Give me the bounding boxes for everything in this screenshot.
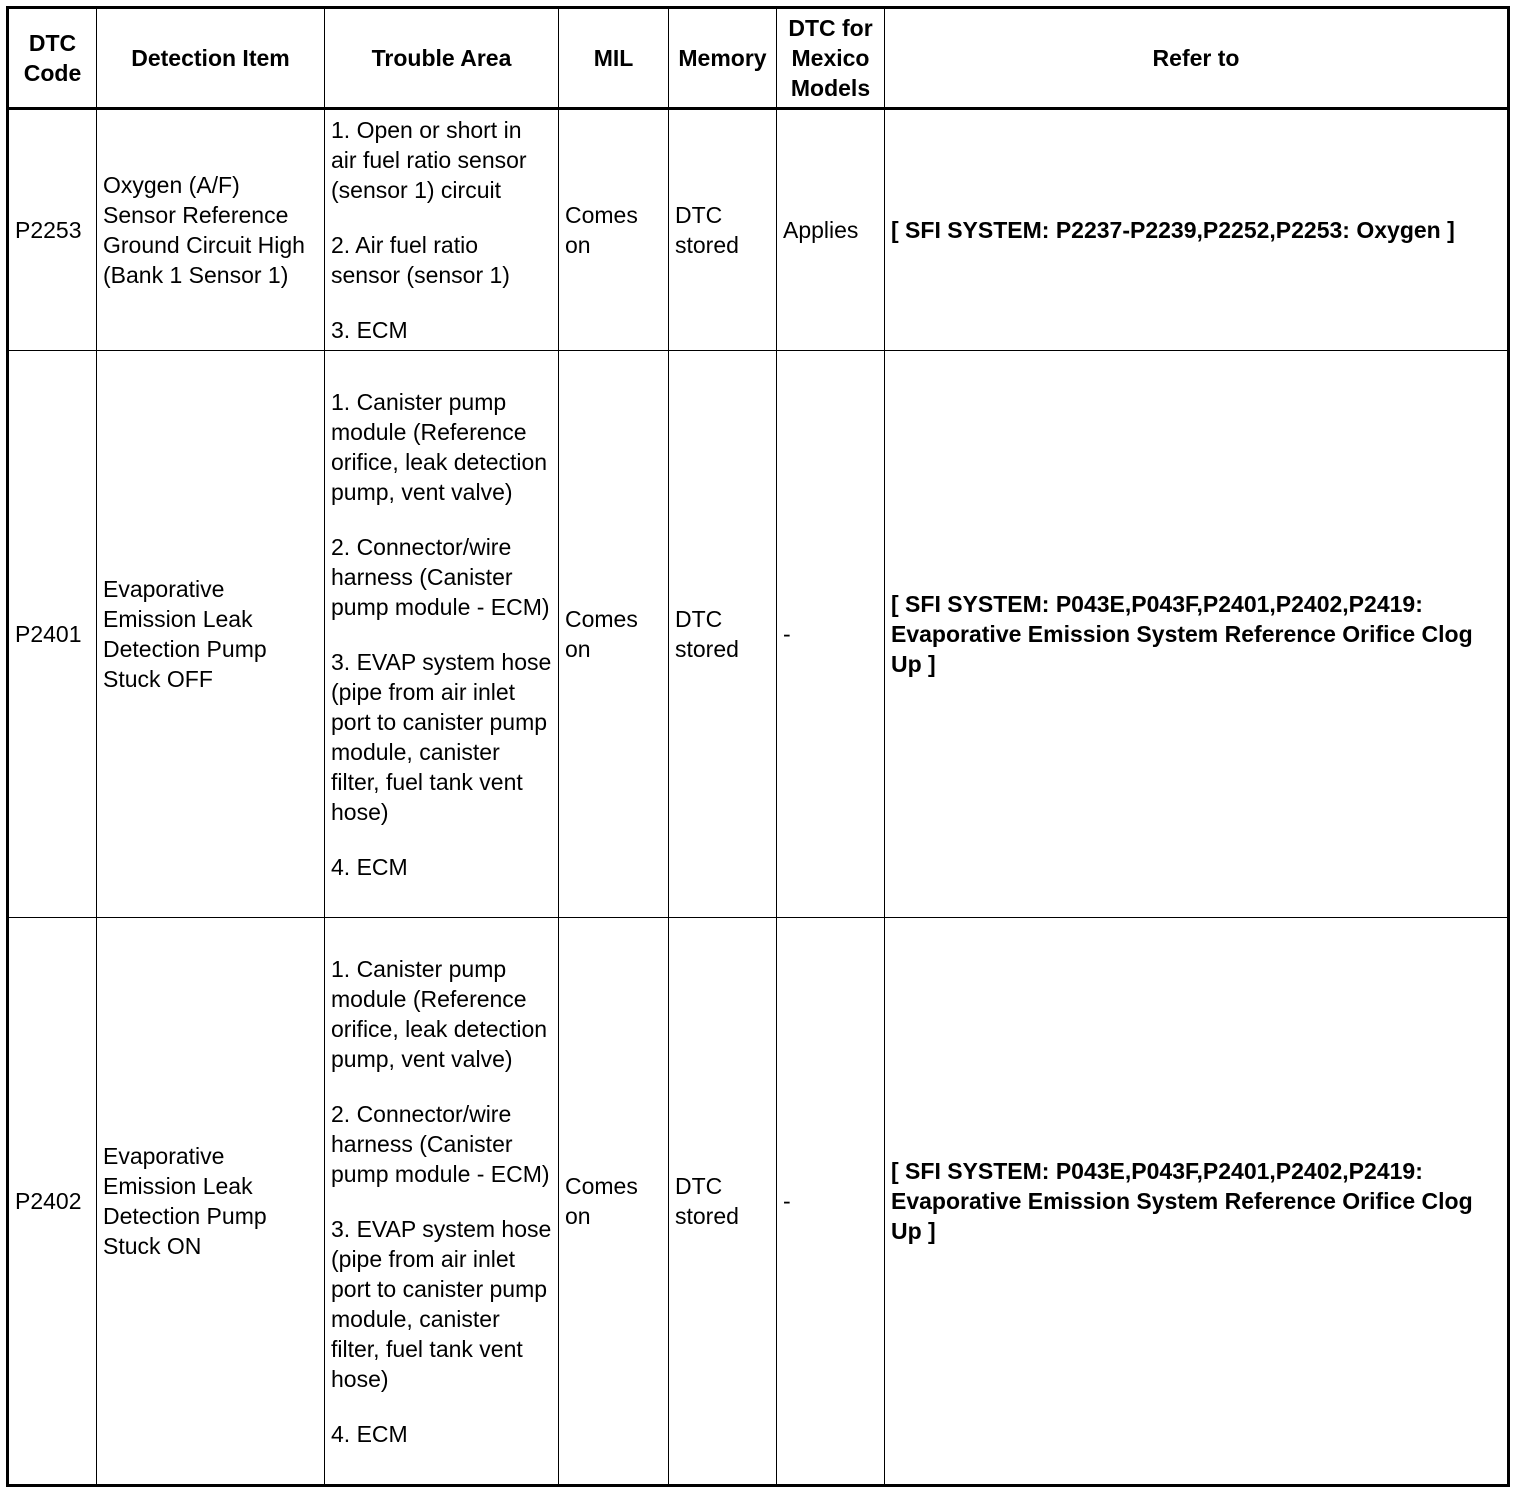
refer-to-link[interactable]: [ SFI SYSTEM: P043E,P043F,P2401,P2402,P2419: Evaporative Emission System Reference Orifice Clog Up ] (885, 918, 1509, 1486)
trouble-area-item: 1. Open or short in air fuel ratio sensor (sensor 1) circuit (331, 117, 527, 203)
detection-item-cell: Evaporative Emission Leak Detection Pump Stuck OFF (97, 351, 325, 918)
mil-cell: Comes on (559, 109, 669, 351)
mil-cell: Comes on (559, 351, 669, 918)
trouble-area-item: 2. Connector/wire harness (Canister pump module - ECM) (331, 533, 550, 620)
trouble-area-item: 3. EVAP system hose (pipe from air inlet port to canister pump module, canister filter, fuel tank vent hose) (331, 648, 552, 825)
header-detection-item: Detection Item (97, 8, 325, 109)
memory-cell: DTC stored (669, 109, 777, 351)
refer-to-link[interactable]: [ SFI SYSTEM: P043E,P043F,P2401,P2402,P2419: Evaporative Emission System Reference Orifice Clog Up ] (885, 351, 1509, 918)
table-row (8, 918, 1509, 1486)
dtc-code-cell: P2401 (8, 351, 97, 918)
dtc-table (6, 6, 1510, 1487)
dtc-code-cell: P2402 (8, 918, 97, 1486)
trouble-area-item: 2. Air fuel ratio sensor (sensor 1) (331, 232, 510, 288)
trouble-area-cell (325, 109, 559, 351)
header-row (8, 8, 1509, 109)
trouble-area-cell (325, 918, 559, 1486)
mexico-cell: - (777, 918, 885, 1486)
trouble-area-item: 3. EVAP system hose (pipe from air inlet port to canister pump module, canister filter, fuel tank vent hose) (331, 1215, 552, 1392)
detection-item-cell: Evaporative Emission Leak Detection Pump Stuck ON (97, 918, 325, 1486)
table-row (8, 109, 1509, 351)
header-trouble-area: Trouble Area (325, 8, 559, 109)
dtc-code-cell: P2253 (8, 109, 97, 351)
trouble-area-cell (325, 351, 559, 918)
trouble-area-item: 1. Canister pump module (Reference orifice, leak detection pump, vent valve) (331, 955, 548, 1072)
mexico-cell: - (777, 351, 885, 918)
trouble-area-item: 1. Canister pump module (Reference orifice, leak detection pump, vent valve) (331, 388, 548, 505)
trouble-area-item: 2. Connector/wire harness (Canister pump module - ECM) (331, 1100, 550, 1187)
trouble-area-item: 4. ECM (331, 1420, 408, 1447)
table-row (8, 351, 1509, 918)
mil-cell: Comes on (559, 918, 669, 1486)
header-refer-to: Refer to (885, 8, 1509, 109)
dtc-table-container (6, 6, 1510, 1487)
header-memory: Memory (669, 8, 777, 109)
mexico-cell: Applies (777, 109, 885, 351)
trouble-area-item: 3. ECM (331, 317, 408, 343)
detection-item-cell: Oxygen (A/F) Sensor Reference Ground Circuit High (Bank 1 Sensor 1) (97, 109, 325, 351)
header-dtc-mexico: DTC for Mexico Models (777, 8, 885, 109)
header-mil: MIL (559, 8, 669, 109)
refer-to-link[interactable]: [ SFI SYSTEM: P2237-P2239,P2252,P2253: Oxygen ] (885, 109, 1509, 351)
header-dtc-code: DTC Code (8, 8, 97, 109)
memory-cell: DTC stored (669, 918, 777, 1486)
memory-cell: DTC stored (669, 351, 777, 918)
trouble-area-item: 4. ECM (331, 853, 408, 880)
